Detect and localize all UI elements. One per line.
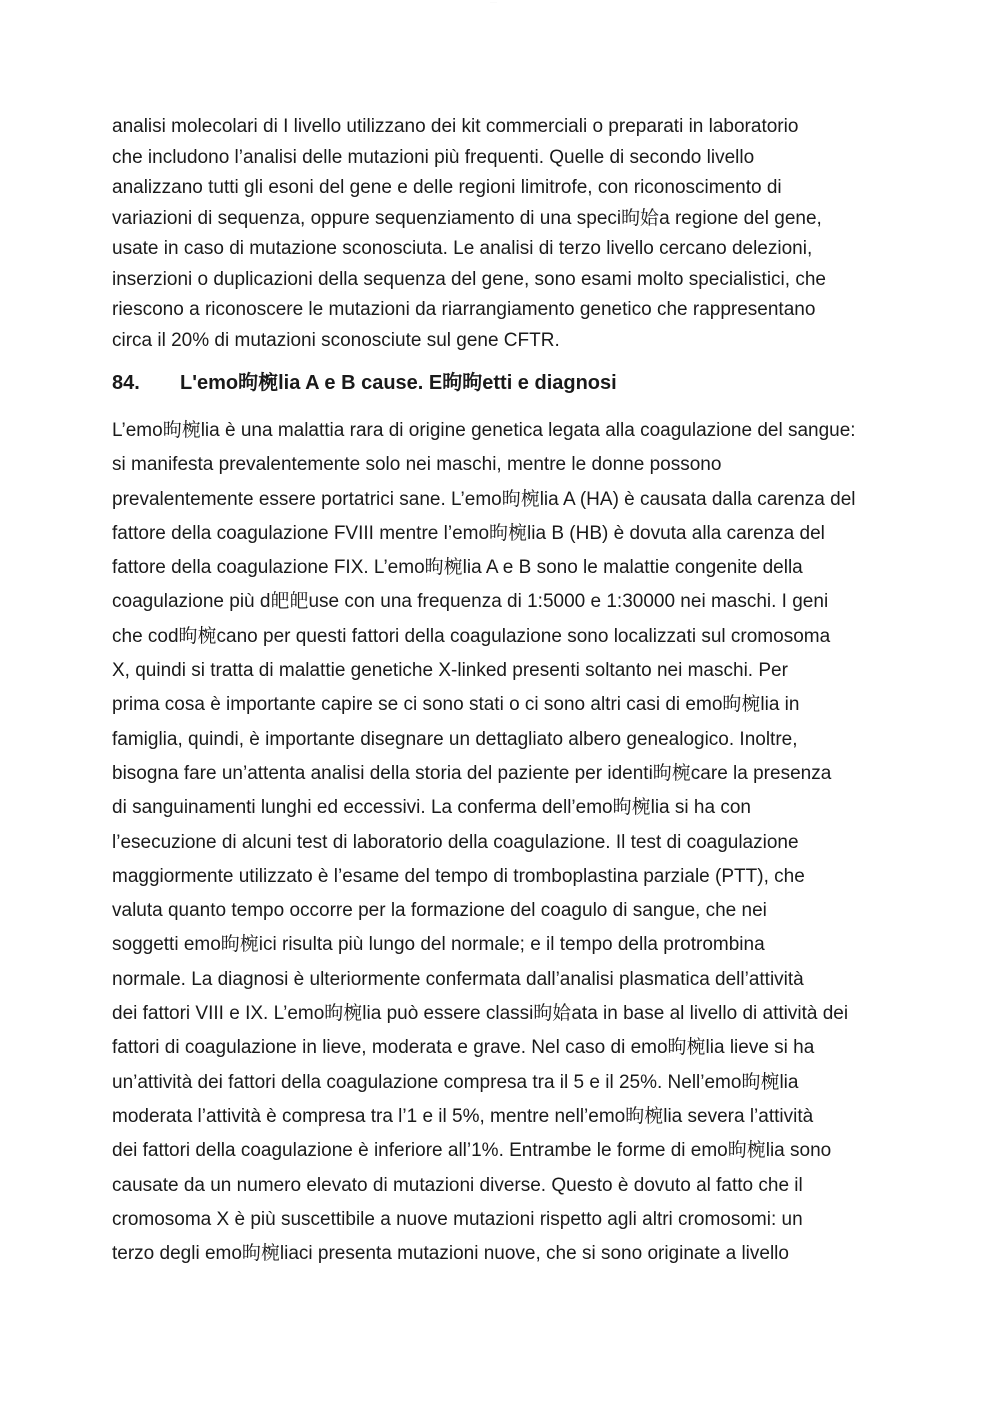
- text-line: coagulazione più d皅皅use con una frequenza di 1:5000 e 1:30000 nei maschi. I geni: [112, 591, 829, 613]
- text-line: cromosoma X è più suscettibile a nuove mutazioni rispetto agli altri cromosomi: un: [112, 1208, 803, 1230]
- text-line: riescono a riconoscere le mutazioni da riarrangiamento genetico che rappresentano: [112, 299, 816, 320]
- text-line: che includono l’analisi delle mutazioni più frequenti. Quelle di secondo livello: [112, 146, 755, 168]
- text-line: inserzioni o duplicazioni della sequenza del gene, sono esami molto specialistici, che: [112, 268, 826, 290]
- text-line: l’esecuzione di alcuni test di laboratorio della coagulazione. Il test di coagulazione: [112, 831, 799, 853]
- section-heading: [112, 366, 892, 400]
- section-title: L'emo昫椀lia A e B cause. E昫昫etti e diagnosi: [180, 372, 617, 394]
- text-line: un’attività dei fattori della coagulazione compresa tra il 5 e il 25%. Nell’emo昫椀lia: [112, 1071, 799, 1093]
- text-line: causate da un numero elevato di mutazioni diverse. Questo è dovuto al fatto che il: [112, 1174, 803, 1196]
- text-line: maggiormente utilizzato è l’esame del tempo di tromboplastina parziale (PTT), che: [112, 865, 805, 887]
- text-line: di sanguinamenti lunghi ed eccessivi. La conferma dell’emo昫椀lia si ha con: [112, 797, 751, 819]
- text-line: prima cosa è importante capire se ci sono stati o ci sono altri casi di emo昫椀lia in: [112, 694, 800, 716]
- header-mark: ·······: [490, 0, 497, 4]
- text-line: analizzano tutti gli esoni del gene e delle regioni limitrofe, con riconoscimento di: [112, 177, 782, 198]
- text-line: terzo degli emo昫椀liaci presenta mutazioni nuove, che si sono originate a livello: [112, 1243, 789, 1265]
- text-line: fattori di coagulazione in lieve, moderata e grave. Nel caso di emo昫椀lia lieve si ha: [112, 1037, 815, 1059]
- text-line: bisogna fare un’attenta analisi della storia del paziente per identi昫椀care la presenza: [112, 762, 832, 784]
- section-number: 84.: [112, 372, 140, 394]
- text-line: circa il 20% di mutazioni sconosciute sul gene CFTR.: [112, 329, 560, 351]
- paragraph-continued: [112, 112, 892, 356]
- text-line: che cod昫椀cano per questi fattori della coagulazione sono localizzati sul cromosoma: [112, 625, 831, 647]
- text-line: soggetti emo昫椀ici risulta più lungo del normale; e il tempo della protrombina: [112, 934, 765, 956]
- text-line: L’emo昫椀lia è una malattia rara di origine genetica legata alla coagulazione del sangue:: [112, 420, 856, 441]
- text-line: valuta quanto tempo occorre per la formazione del coagulo di sangue, che nei: [112, 900, 767, 922]
- text-line: X, quindi si tratta di malattie genetiche X-linked presenti soltanto nei maschi. Per: [112, 660, 788, 682]
- text-line: usate in caso di mutazione sconosciuta. Le analisi di terzo livello cercano delezioni,: [112, 238, 813, 259]
- text-line: dei fattori VIII e IX. L’emo昫椀lia può essere classi昫姶ata in base al livello di attività dei: [112, 1003, 849, 1025]
- paragraph-emofilia: [112, 414, 892, 1271]
- text-line: fattore della coagulazione FIX. L’emo昫椀lia A e B sono le malattie congenite della: [112, 557, 803, 579]
- text-line: moderata l’attività è compresa tra l’1 e il 5%, mentre nell’emo昫椀lia severa l’attività: [112, 1105, 814, 1127]
- text-line: fattore della coagulazione FVIII mentre l’emo昫椀lia B (HB) è dovuta alla carenza del: [112, 522, 825, 544]
- page-content: [112, 112, 892, 1271]
- text-line: si manifesta prevalentemente solo nei maschi, mentre le donne possono: [112, 454, 722, 476]
- text-line: famiglia, quindi, è importante disegnare un dettagliato albero genealogico. Inoltre,: [112, 728, 798, 750]
- text-line: analisi molecolari di I livello utilizzano dei kit commerciali o preparati in laboratorio: [112, 116, 799, 137]
- text-line: dei fattori della coagulazione è inferiore all’1%. Entrambe le forme di emo昫椀lia sono: [112, 1140, 832, 1162]
- text-line: variazioni di sequenza, oppure sequenziamento di una speci昫姶a regione del gene,: [112, 207, 822, 229]
- text-line: normale. La diagnosi è ulteriormente confermata dall’analisi plasmatica dell’attività: [112, 968, 804, 990]
- text-line: prevalentemente essere portatrici sane. L’emo昫椀lia A (HA) è causata dalla carenza del: [112, 488, 856, 510]
